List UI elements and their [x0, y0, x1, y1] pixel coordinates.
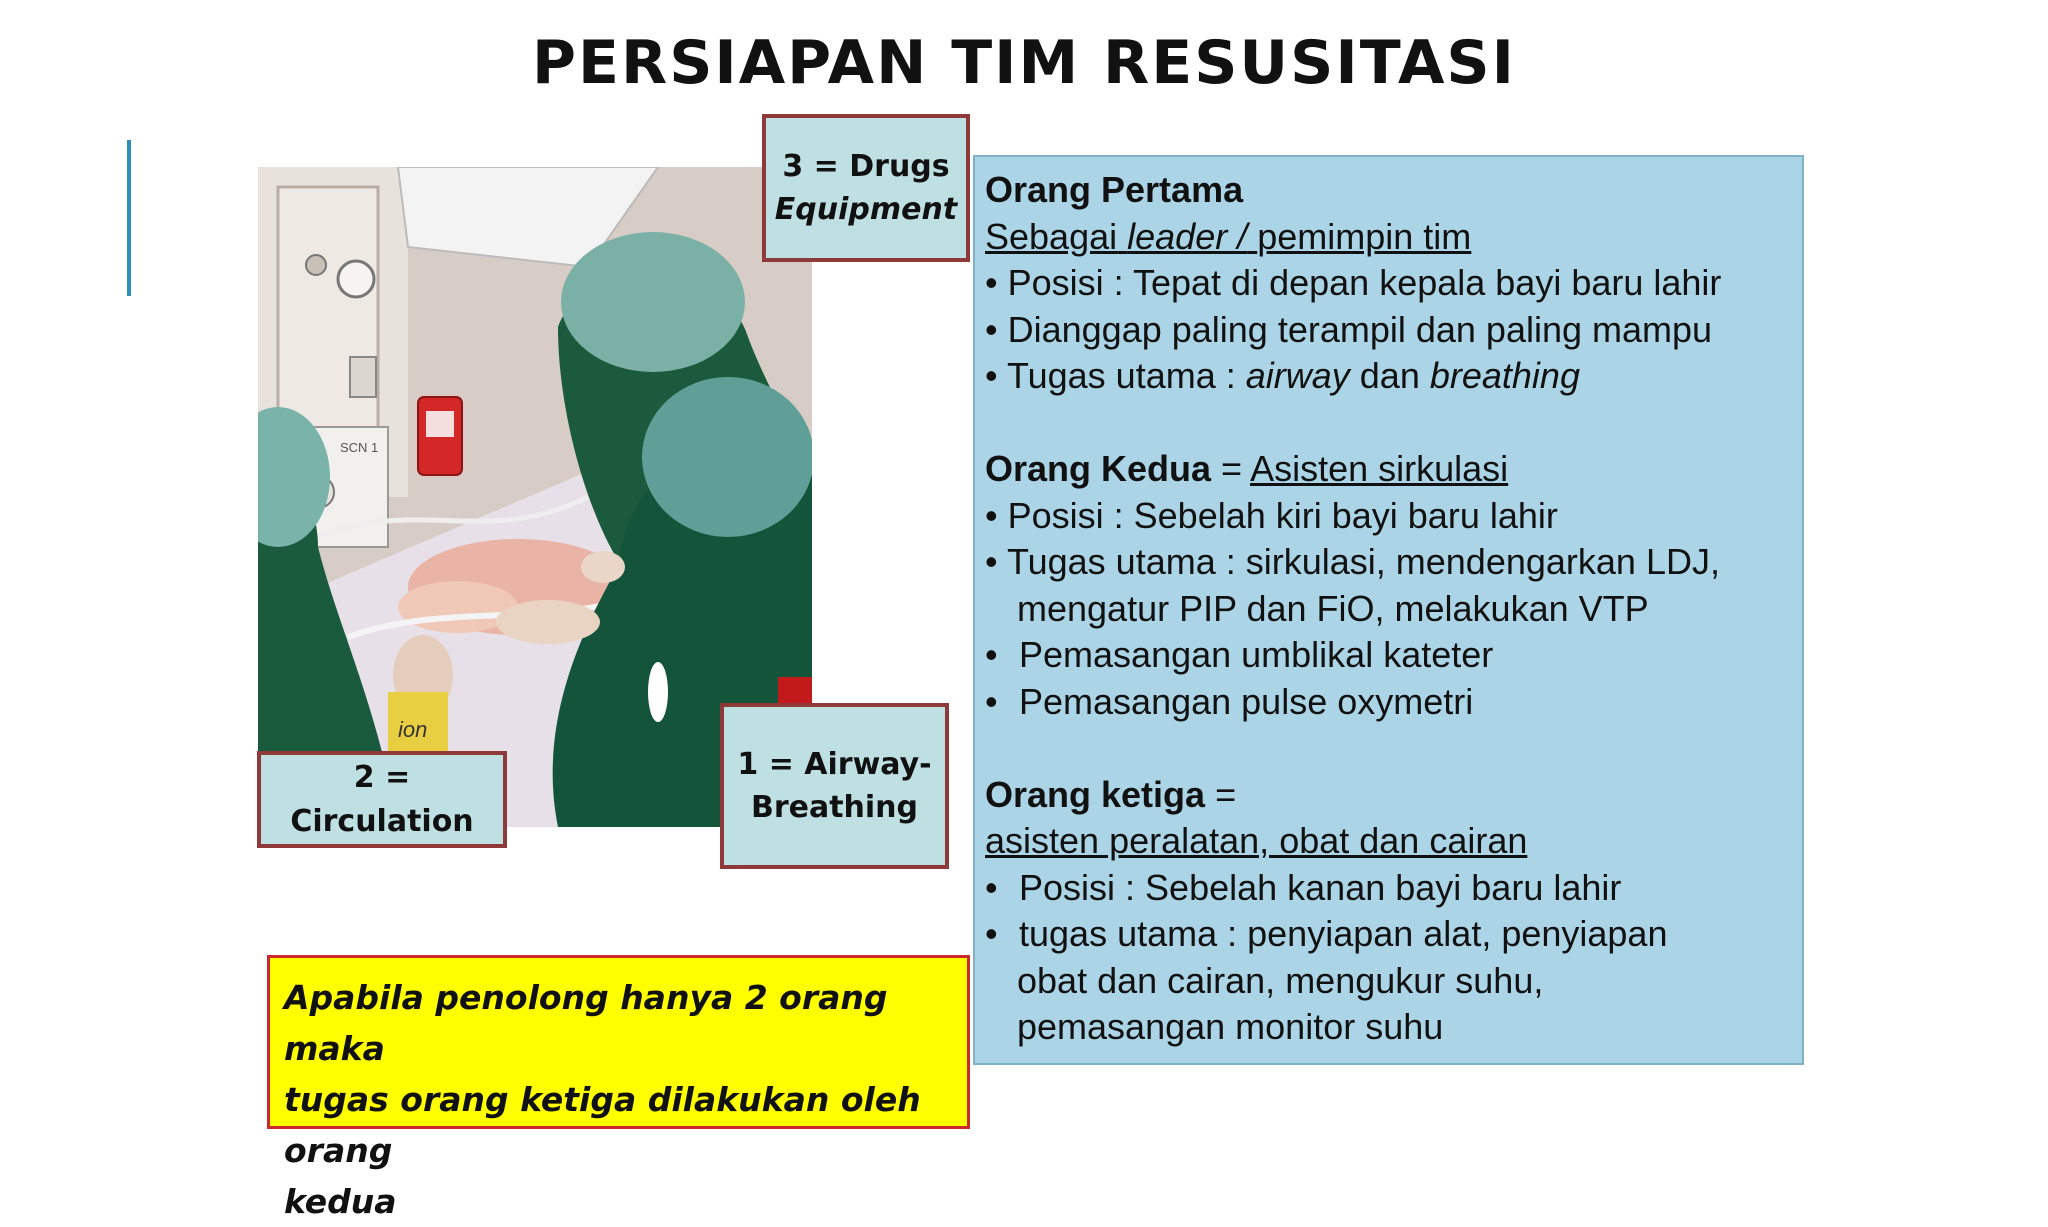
person1-bullet-skill: • Dianggap paling terampil dan paling mampu [985, 308, 1713, 350]
person1-bullet-task: • Tugas utama : airway dan breathing [985, 355, 1580, 396]
person3-role: asisten peralatan, obat dan cairan [985, 820, 1528, 861]
drugs-equipment-label [762, 114, 970, 262]
device-label: SCN 1 [340, 440, 379, 455]
airway-breathing-label [720, 703, 949, 869]
note-line3: kedua [284, 1182, 397, 1221]
person2-bullet-position: • Posisi : Sebelah kiri bayi baru lahir [985, 494, 1558, 536]
person3-bullet-task-cont2: pemasangan monitor suhu [1017, 1006, 1444, 1047]
drugs-label-line1: 3 = Drugs [782, 148, 950, 184]
person3-bullet-task: • tugas utama : penyiapan alat, penyiapan [985, 913, 1668, 954]
person2-bullet-catheter: • Pemasangan umblikal kateter [985, 634, 1494, 675]
person2-heading: Orang Kedua = Asisten sirkulasi [985, 448, 1509, 489]
airway-label-line2: Breathing [750, 790, 919, 825]
drugs-label-line2: Equipment [774, 192, 958, 227]
accent-line [127, 140, 131, 296]
circulation-label-text: 2 = Circulation [290, 760, 474, 839]
person3-bullet-task-cont1: obat dan cairan, mengukur suhu, [1017, 959, 1544, 1001]
team-roles-panel [973, 155, 1804, 1065]
person3-heading: Orang ketiga = [985, 773, 1237, 815]
airway-label-line1: 1 = Airway- [737, 746, 932, 782]
person1-bullet-position: • Posisi : Tepat di depan kepala bayi baru lahir [985, 262, 1722, 303]
person1-title: Orang Pertama [985, 169, 1244, 210]
two-helpers-note [267, 955, 970, 1221]
note-line1: Apabila penolong hanya 2 orang maka [284, 978, 888, 1068]
circulation-label [257, 751, 507, 848]
note-line2: tugas orang ketiga dilakukan oleh orang [284, 1080, 921, 1170]
slide-title: PERSIAPAN TIM RESUSITASI [532, 28, 1516, 98]
person2-bullet-oxymetri: • Pemasangan pulse oxymetri [985, 680, 1474, 722]
person2-bullet-task: • Tugas utama : sirkulasi, mendengarkan LDJ, [985, 541, 1720, 582]
person1-role: Sebagai leader / pemimpin tim [985, 215, 1472, 257]
person3-bullet-position: • Posisi : Sebelah kanan bayi baru lahir [985, 866, 1622, 908]
person2-bullet-task-cont: mengatur PIP dan FiO, melakukan VTP [1017, 587, 1649, 629]
sign-text: ion [398, 717, 428, 742]
